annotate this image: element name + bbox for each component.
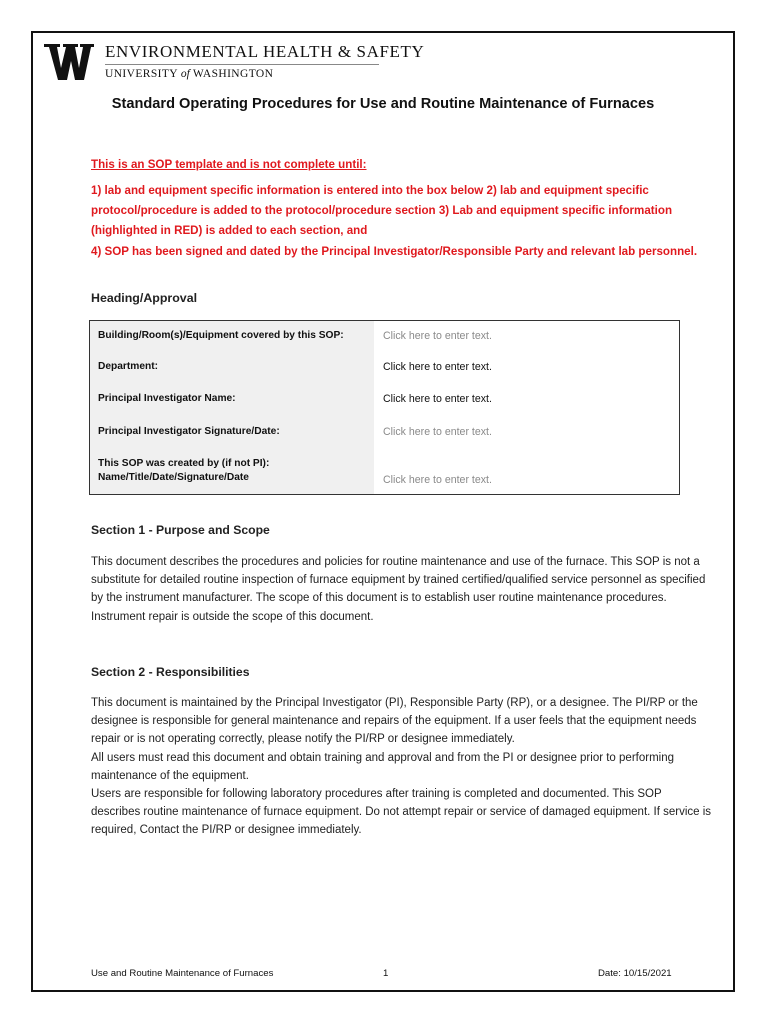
department-field[interactable]: Click here to enter text.: [383, 361, 492, 373]
section-2-paragraph: Users are responsible for following laboratory procedures after training is completed and documented. This SOP describes routine maintenance of furnace equipment. Do not attempt repair or service of damaged equipment. If service is required, Contact the PI/RP or designee immediately.: [91, 788, 712, 837]
field-label-department: Department:: [90, 351, 374, 383]
org-title: ENVIRONMENTAL HEALTH & SAFETY: [105, 42, 425, 61]
header-divider: [105, 64, 379, 65]
document-title: Standard Operating Procedures for Use and Routine Maintenance of Furnaces: [111, 96, 655, 112]
university-name: UNIVERSITY of WASHINGTON: [105, 68, 274, 80]
section-2-heading: Section 2 - Responsibilities: [91, 665, 250, 679]
field-label-pi-name: Principal Investigator Name:: [90, 383, 374, 415]
field-label-created-by: This SOP was created by (if not PI): Name/Title/Date/Signature/Date: [90, 448, 374, 494]
table-row: [90, 351, 679, 383]
created-by-field[interactable]: Click here to enter text.: [383, 474, 492, 486]
pi-name-field[interactable]: Click here to enter text.: [383, 393, 492, 405]
footer-title: Use and Routine Maintenance of Furnaces: [91, 968, 274, 979]
template-notice-line-2: 4) SOP has been signed and dated by the Principal Investigator/Responsible Party and relevant lab personnel.: [91, 244, 698, 258]
field-label-building: Building/Room(s)/Equipment covered by this SOP:: [90, 321, 374, 351]
pi-signature-field[interactable]: Click here to enter text.: [383, 425, 492, 438]
section-2-text: [91, 694, 713, 840]
table-row: [90, 448, 679, 494]
template-notice-line-1: 1) lab and equipment specific information is entered into the box below 2) lab and equipment specific protocol/procedure is added to the protocol/procedure section 3) Lab and equipment specific information (highlighted in RED) is added to each section, and: [91, 184, 673, 238]
section-1-heading: Section 1 - Purpose and Scope: [91, 523, 270, 537]
page-number: 1: [383, 968, 389, 979]
uw-logo-w-icon: [44, 44, 94, 80]
section-2-paragraph: All users must read this document and obtain training and approval and from the PI or designee prior to performing maintenance of the equipment.: [91, 751, 674, 782]
template-notice-body: [91, 181, 711, 262]
footer-date: Date: 10/15/2021: [598, 968, 672, 979]
table-row: [90, 321, 679, 351]
section-2-paragraph: This document is maintained by the Principal Investigator (PI), Responsible Party (RP), or a designee. The PI/RP or the designee is responsible for general maintenance and repairs of the equipment. If a user feels that the equipment needs repair or is not operating correctly, please notify the PI/RP or designee immediately.: [91, 697, 698, 746]
template-notice-heading: This is an SOP template and is not complete until:: [91, 158, 367, 171]
section-1-text: This document describes the procedures and policies for routine maintenance and use of the furnace. This SOP is not a substitute for detailed routine inspection of furnace equipment by trained certified/qualified service personnel as specified by the instrument manufacturer. The scope of this document is to establish user routine maintenance procedures. Instrument repair is outside the scope of this document.: [91, 556, 706, 623]
table-row: [90, 415, 679, 448]
field-label-pi-signature: Principal Investigator Signature/Date:: [90, 415, 374, 448]
approval-heading: Heading/Approval: [91, 291, 198, 305]
approval-table: [89, 320, 680, 495]
table-row: [90, 383, 679, 415]
document-page: [31, 31, 735, 992]
building-field[interactable]: Click here to enter text.: [383, 330, 492, 342]
